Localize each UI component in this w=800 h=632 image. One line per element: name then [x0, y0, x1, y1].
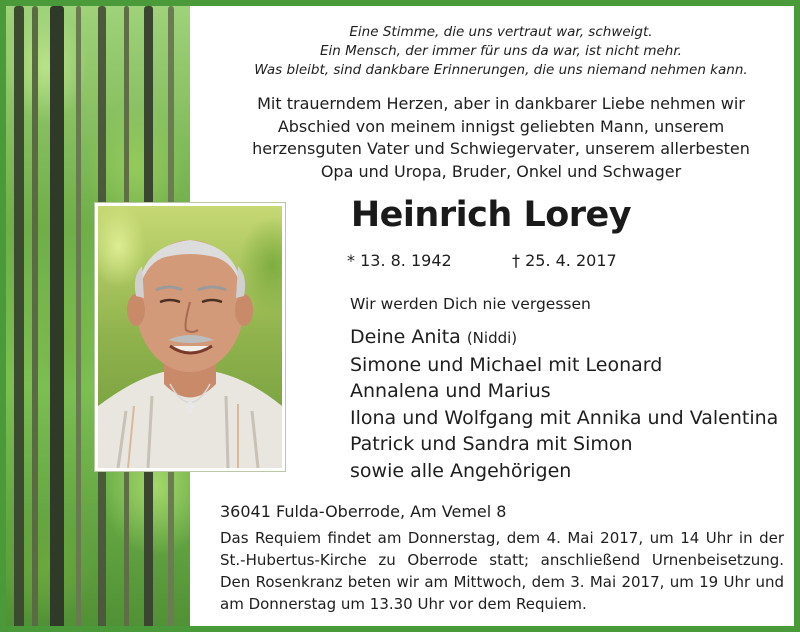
- tree-trunk: [14, 6, 24, 632]
- address: 36041 Fulda-Oberrode, Am Vemel 8: [220, 502, 507, 521]
- family-list: [350, 324, 778, 484]
- details-line: St.-Hubertus-Kirche zu Oberrode statt; anschließend Urnenbeisetzung.: [220, 551, 784, 569]
- birth-date: * 13. 8. 1942: [347, 251, 452, 270]
- farewell-line: Wir werden Dich nie vergessen: [350, 295, 591, 313]
- deceased-name: Heinrich Lorey: [350, 195, 632, 235]
- family-member-name: Deine Anita: [350, 326, 461, 348]
- announcement-line: herzensguten Vater und Schwiegervater, unserem allerbesten: [252, 139, 750, 158]
- family-member: Annalena und Marius: [350, 380, 551, 402]
- tree-trunk: [32, 6, 38, 632]
- quote-line: Ein Mensch, der immer für uns da war, ist nicht mehr.: [320, 43, 682, 59]
- portrait-photo: [95, 203, 285, 471]
- family-member: Simone und Michael mit Leonard: [350, 353, 663, 376]
- details-line: Das Requiem findet am Donnerstag, dem 4. Mai 2017, um 14 Uhr in der: [220, 529, 784, 547]
- family-member: [350, 324, 778, 352]
- memorial-quote: [201, 23, 800, 80]
- portrait-illustration: [98, 206, 282, 468]
- announcement-line: Abschied von meinem innigst geliebten Mann, unserem: [277, 116, 725, 136]
- service-details: [220, 527, 784, 615]
- death-date: † 25. 4. 2017: [512, 251, 617, 270]
- quote-line: Was bleibt, sind dankbare Erinnerungen, die uns niemand nehmen kann.: [254, 62, 748, 78]
- announcement-text: [201, 93, 800, 183]
- family-member-nickname: (Niddi): [466, 329, 518, 347]
- family-member: Patrick und Sandra mit Simon: [350, 433, 633, 455]
- announcement-line: Opa und Uropa, Bruder, Onkel und Schwager: [320, 161, 682, 181]
- family-member: sowie alle Angehörigen: [350, 459, 572, 482]
- announcement-line: Mit trauerndem Herzen, aber in dankbarer Liebe nehmen wir: [257, 94, 745, 113]
- tree-trunk: [50, 6, 64, 632]
- family-member: Ilona und Wolfgang mit Annika und Valentina: [350, 406, 779, 429]
- quote-line: Eine Stimme, die uns vertraut war, schweigt.: [349, 24, 653, 40]
- tree-trunk: [76, 6, 81, 632]
- details-line: Den Rosenkranz beten wir am Mittwoch, dem 3. Mai 2017, um 19 Uhr und: [220, 573, 784, 591]
- details-line: am Donnerstag um 13.30 Uhr vor dem Requiem.: [220, 595, 587, 613]
